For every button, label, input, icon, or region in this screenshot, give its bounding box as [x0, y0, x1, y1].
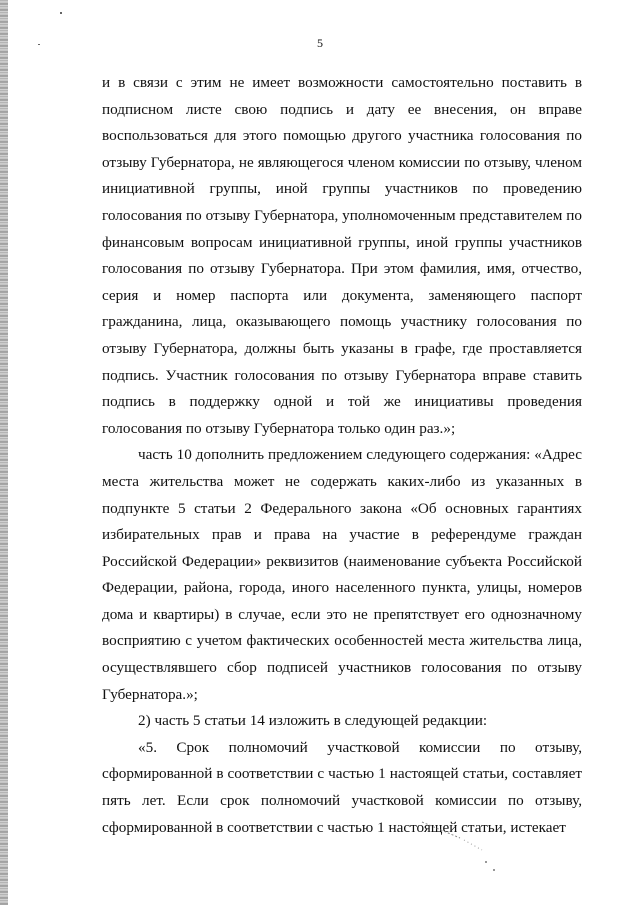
paragraph-item-2: 2) часть 5 статьи 14 изложить в следующей редакции: [138, 712, 488, 730]
scan-speck [60, 12, 62, 14]
page-number: 5 [317, 36, 323, 50]
paragraph-continuation: и в связи с этим не имеет возможности самостоятельно поставить в подписном листе свою подпись и дату ее внесения, он вправе воспользоваться для этого помощью другого участника голосования по отзыву Губернатора, не являющегося членом комиссии по отзыву, членом инициативной группы, иной группы участников по проведению голосования по отзыву Губернатора, уполномоченным представителем по финансовым вопросам инициативной группы, иной группы участников голосования по отзыву Губернатора. При этом фамилия, имя, отчество, серия и номер паспорта или документа, заменяющего паспорт гражданина, лица, оказывающего помощь участнику голосования по отзыву Губернатора, должны быть указаны в графе, где проставляется подпись. Участник голосования по отзыву Губернатора вправе ставить подпись в поддержку одной и той же инициативы проведения голосования по отзыву Губернатора только один раз.»; [102, 74, 582, 437]
scan-marks [420, 820, 530, 880]
paragraph-quote-5: «5. Срок полномочий участковой комиссии по отзыву, сформированной в соответствии с частью 1 настоящей статьи, составляет пять лет. Если срок полномочий участковой комиссии по отзыву, сформированной в соответствии с частью 1 настоящей статьи, истекает [102, 738, 582, 836]
paragraph-part-10: часть 10 дополнить предложением следующего содержания: «Адрес места жительства может не содержать каких-либо из указанных в подпункте 5 статьи 2 Федерального закона «Об основных гарантиях избирательных прав и права на участие в референдуме граждан Российской Федерации» реквизитов (наименование субъекта Российской Федерации, района, города, иного населенного пункта, улицы, номеров дома и квартиры) в случае, если это не препятствует его однозначному восприятию с учетом фактических особенностей места жительства лица, осуществлявшего сбор подписей участников голосования по отзыву Губернатора.»; [102, 446, 582, 703]
scan-edge [0, 0, 8, 905]
document-body [102, 70, 582, 841]
